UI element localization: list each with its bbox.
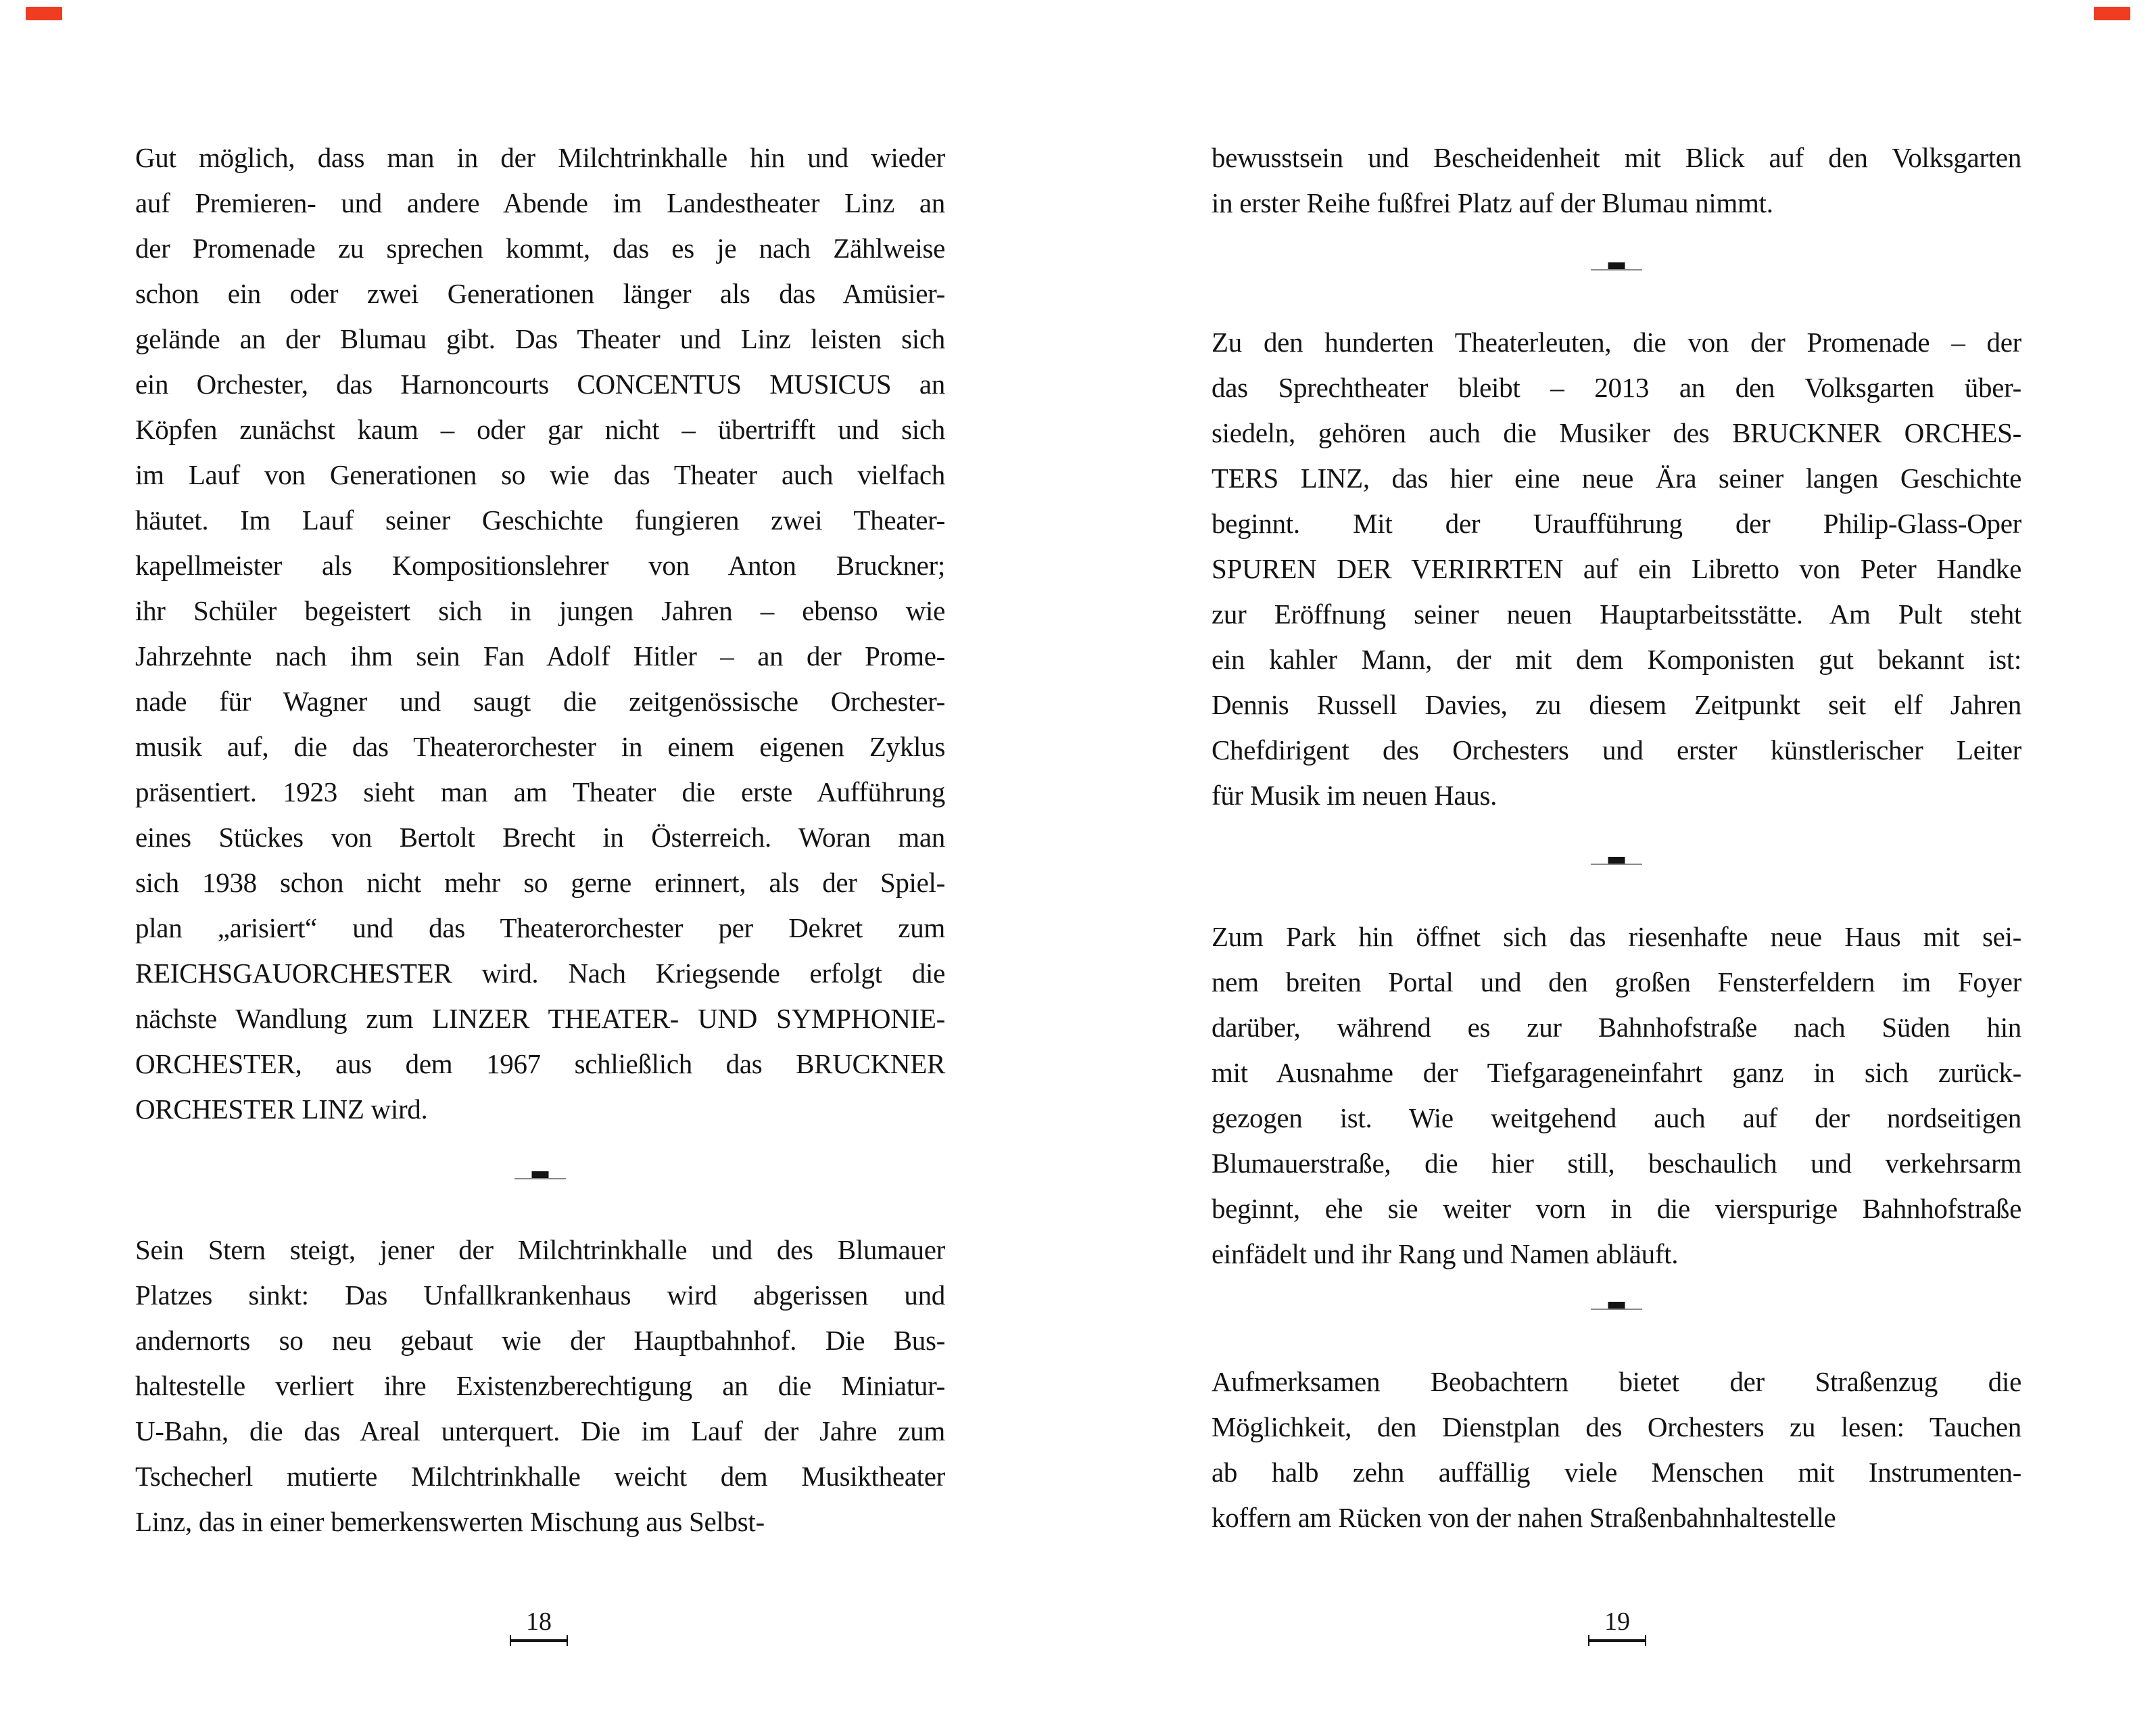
divider-line [1591,1309,1642,1310]
text-line: musik auf, die das Theaterorchester in einem eigenen Zyklus [135,731,945,762]
text-line: der Promenade zu sprechen kommt, das es je nach Zählweise [135,233,945,264]
text-line: auf Premieren- und andere Abende im Landestheater Linz an [135,187,945,218]
text-line: Platzes sinkt: Das Unfallkrankenhaus wird abgerissen und [135,1279,945,1311]
text-line: Köpfen zunächst kaum – oder gar nicht – übertrifft und sich [135,414,945,445]
paragraph [1212,320,2021,818]
text-line: schon ein oder zwei Generationen länger als das Amüsier- [135,278,945,309]
paragraph [135,1227,945,1545]
text-line: siedeln, gehören auch die Musiker des BRUCKNER ORCHES- [1212,417,2021,448]
text-line: ein Orchester, das Harnoncourts CONCENTUS MUSICUS an [135,369,945,400]
text-line: für Musik im neuen Haus. [1212,780,1498,811]
text-line: sich 1938 schon nicht mehr so gerne erinnert, als der Spiel- [135,867,945,898]
text-line: Möglichkeit, den Dienstplan des Orchesters zu lesen: Tauchen [1212,1411,2021,1442]
text-line: REICHSGAUORCHESTER wird. Nach Kriegsende erfolgt die [135,958,945,989]
text-line: U-Bahn, die das Areal unterquert. Die im Lauf der Jahre zum [135,1415,945,1446]
right-page-footer [1078,1608,2156,1642]
text-line: eines Stückes von Bertolt Brecht in Österreich. Woran man [135,822,945,853]
text-line: nade für Wagner und saugt die zeitgenössische Orchester- [135,686,945,717]
text-line: Blumauerstraße, die hier still, beschaulich und verkehrsarm [1212,1148,2021,1179]
text-line: ORCHESTER LINZ wird. [135,1093,428,1125]
text-line: plan „arisiert“ und das Theaterorchester per Dekret zum [135,912,945,943]
text-line: häutet. Im Lauf seiner Geschichte fungieren zwei Theater- [135,504,945,536]
text-line: ORCHESTER, aus dem 1967 schließlich das BRUCKNER [135,1048,945,1079]
text-line: bewusstsein und Bescheidenheit mit Blick auf den Volksgarten [1212,142,2021,173]
left-page-footer [0,1608,1078,1642]
text-line: SPUREN DER VERIRRTEN auf ein Libretto von Peter Handke [1212,553,2021,584]
text-line: Chefdirigent des Orchesters und erster künstlerischer Leiter [1212,734,2021,766]
text-line: Jahrzehnte nach ihm sein Fan Adolf Hitler – an der Prome- [135,640,945,672]
text-line: nem breiten Portal und den großen Fensterfeldern im Foyer [1212,966,2021,997]
paragraph [1212,1359,2021,1540]
text-line: Zu den hunderten Theaterleuten, die von der Promenade – der [1212,327,2021,358]
paragraph [1212,914,2021,1277]
divider-line [514,1178,566,1179]
text-line: Linz, das in einer bemerkenswerten Mischung aus Selbst- [135,1506,765,1537]
text-line: einfädelt und ihr Rang und Namen abläuft. [1212,1238,1679,1269]
page-number-rule [1589,1639,1646,1642]
text-line: kapellmeister als Kompositionslehrer von Anton Bruckner; [135,550,945,581]
divider-square [1608,1302,1625,1309]
text-line: haltestelle verliert ihre Existenzberechtigung an die Miniatur- [135,1370,945,1401]
divider-line [1591,269,1642,271]
page-number: 18 [526,1607,552,1636]
paragraph [135,135,945,1132]
text-line: Aufmerksamen Beobachtern bietet der Straßenzug die [1212,1366,2021,1397]
right-text-column [1212,0,2021,1717]
text-line: andernorts so neu gebaut wie der Hauptbahnhof. Die Bus- [135,1325,945,1356]
page-number-rule [510,1639,567,1642]
page-number: 19 [1604,1607,1630,1636]
divider-line [1591,864,1642,865]
text-line: gezogen ist. Wie weitgehend auch auf der nordseitigen [1212,1102,2021,1133]
text-line: ein kahler Mann, der mit dem Komponisten gut bekannt ist: [1212,644,2021,675]
text-line: mit Ausnahme der Tiefgarageneinfahrt ganz in sich zurück- [1212,1057,2021,1088]
text-line: darüber, während es zur Bahnhofstraße nach Süden hin [1212,1012,2021,1043]
text-line: TERS LINZ, das hier eine neue Ära seiner langen Geschichte [1212,463,2021,494]
text-line: beginnt, ehe sie weiter vorn in die vierspurige Bahnhofstraße [1212,1193,2021,1224]
text-line: Gut möglich, dass man in der Milchtrinkhalle hin und wieder [135,142,945,173]
divider-square [1608,262,1625,269]
text-line: Dennis Russell Davies, zu diesem Zeitpunkt seit elf Jahren [1212,689,2021,720]
text-line: nächste Wandlung zum LINZER THEATER- UND SYMPHONIE- [135,1003,945,1034]
text-line: präsentiert. 1923 sieht man am Theater die erste Aufführung [135,776,945,807]
section-divider [1212,853,2021,869]
section-divider [1212,1298,2021,1314]
text-line: Sein Stern steigt, jener der Milchtrinkhalle und des Blumauer [135,1234,945,1265]
text-line: Zum Park hin öffnet sich das riesenhafte neue Haus mit sei- [1212,921,2021,952]
text-line: ab halb zehn auffällig viele Menschen mit Instrumenten- [1212,1457,2021,1488]
text-line: zur Eröffnung seiner neuen Hauptarbeitsstätte. Am Pult steht [1212,598,2021,630]
divider-square [1608,857,1625,864]
text-line: im Lauf von Generationen so wie das Theater auch vielfach [135,459,945,490]
left-text-column [135,0,945,1717]
text-line: das Sprechtheater bleibt – 2013 an den Volksgarten über- [1212,372,2021,403]
text-line: ihr Schüler begeistert sich in jungen Jahren – ebenso wie [135,595,945,626]
right-page [1078,0,2156,1717]
text-line: Tschecherl mutierte Milchtrinkhalle weicht dem Musiktheater [135,1461,945,1492]
section-divider [135,1167,945,1183]
paragraph [1212,135,2021,226]
text-line: gelände an der Blumau gibt. Das Theater und Linz leisten sich [135,323,945,354]
text-line: beginnt. Mit der Uraufführung der Philip-Glass-Oper [1212,508,2021,539]
section-divider [1212,258,2021,275]
text-line: koffern am Rücken von der nahen Straßenbahnhaltestelle [1212,1502,1836,1533]
text-line: in erster Reihe fußfrei Platz auf der Blumau nimmt. [1212,187,1773,218]
divider-square [532,1171,549,1178]
